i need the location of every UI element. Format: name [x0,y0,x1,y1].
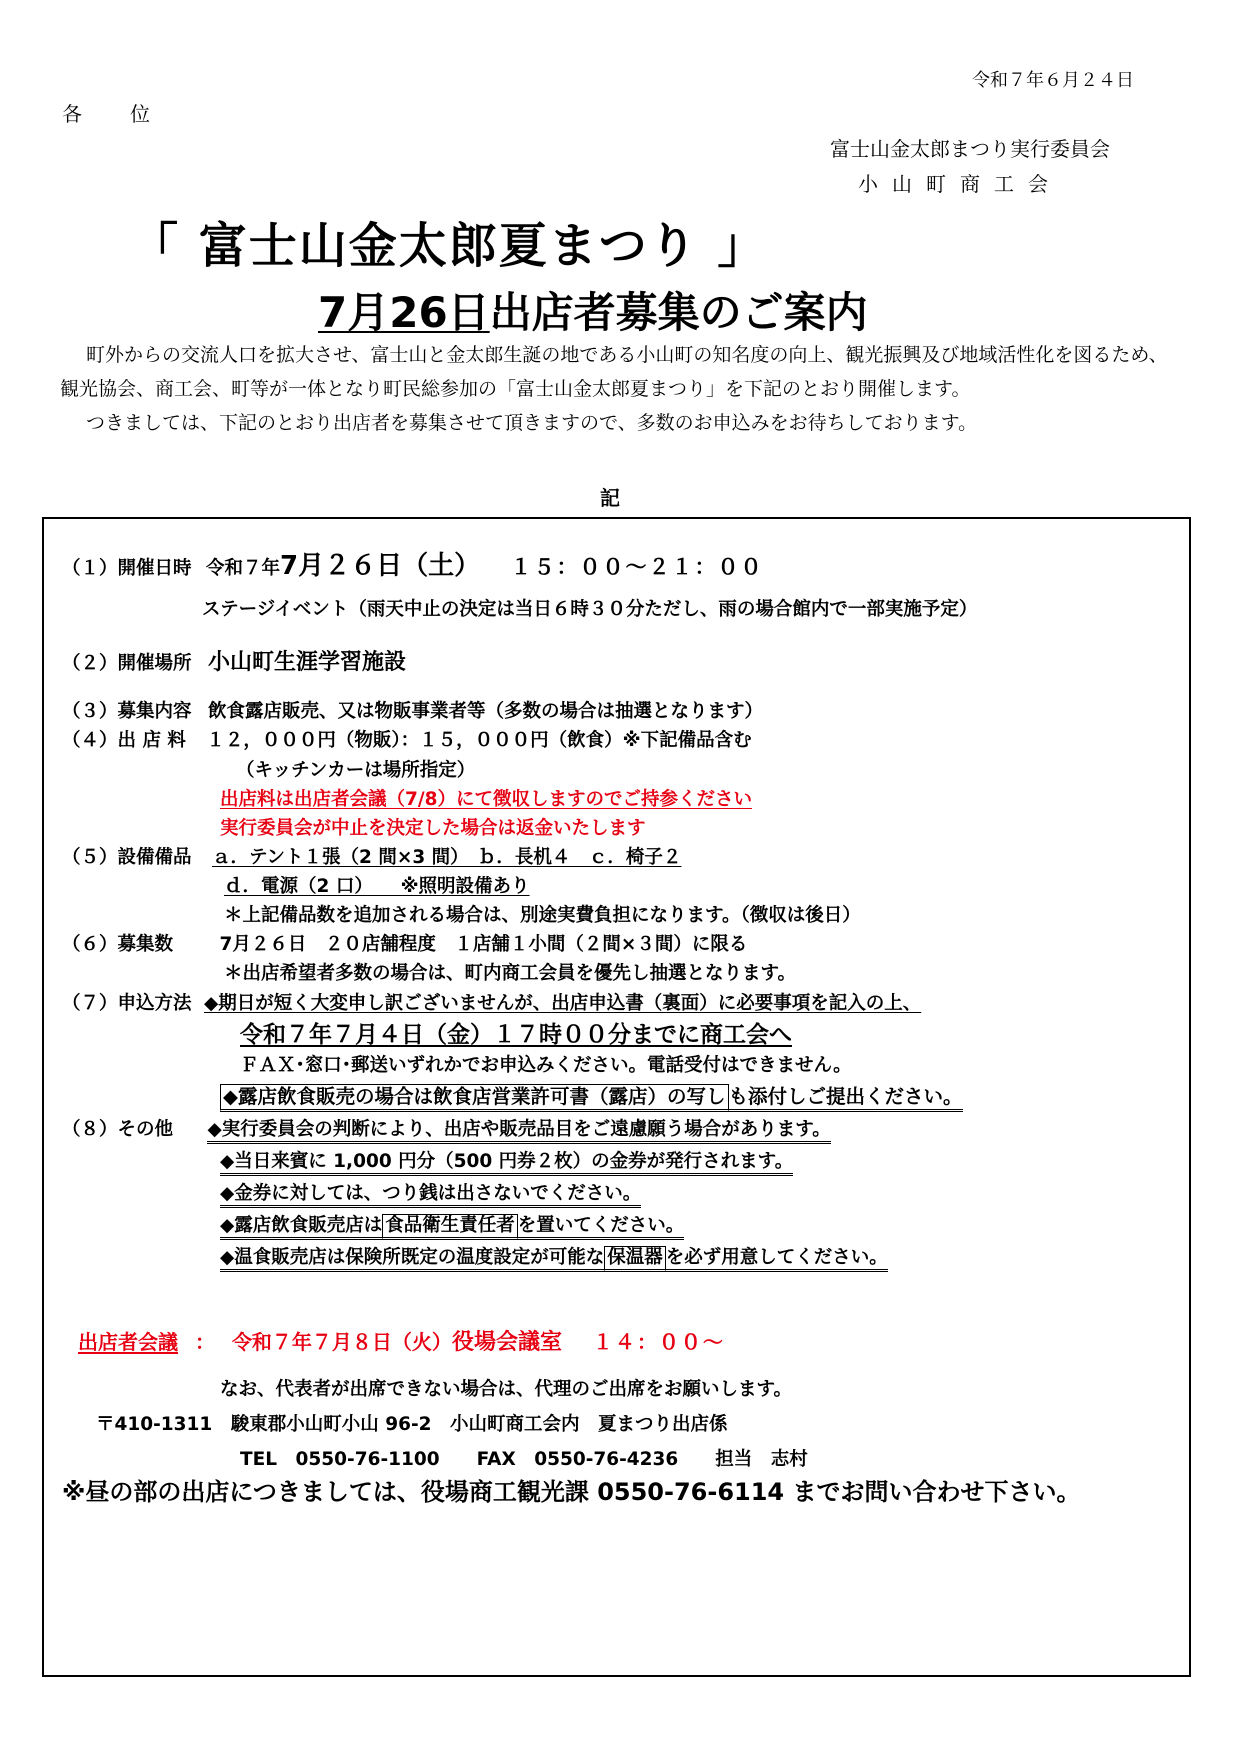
item-4-value: １２，０００円（物販）：１５，０００円（飲食）※下記備品含む [206,730,752,751]
item-1-row [62,545,764,582]
details-box [42,517,1191,1677]
issue-date: 令和７年６月２４日 [972,70,1134,91]
item-8-label: （８）その他 [62,1119,174,1140]
page-title: 「 富士山金太郎夏まつり 」 [130,218,768,274]
item-5-note: ＊上記備品数を追加される場合は、別途実費負担になります。（徴収は後日） [224,905,861,926]
intro-paragraph-2: つきましては、下記のとおり出店者を募集させて頂きますので、多数のお申込みをお待ちしております。 [86,412,978,434]
item-5-equipment-d: ｄ．電源（2 口） ※照明設備あり [224,876,530,897]
item-8-food-hygiene: 食品衛生責任者 [382,1214,518,1240]
item-3-value: 飲食露店販売、又は物販事業者等（多数の場合は抽選となります） [207,701,763,722]
item-6-row [62,930,747,956]
item-8-note-5a: ◆温食販売店は保険所既定の温度設定が可能な [220,1247,604,1272]
lunch-notice: ※昼の部の出店につきましては、役場商工観光課 0550-76-6114 までお問い合わせ下さい。 [62,1478,1081,1506]
subtitle-date: 7月26日 [318,288,490,337]
item-1-note: ステージイベント（雨天中止の決定は当日６時３０分ただし、雨の場合館内で一部実施予定） [202,599,978,620]
item-1-label: （１）開催日時 [62,558,192,579]
item-7-permit: ◆露店飲食販売の場合は飲食店営業許可書（露店）の写し [220,1084,729,1112]
item-3-label: （３）募集内容 [62,701,192,722]
item-7-pre: ◆期日が短く大変申し訳ございませんが、 [203,993,552,1014]
item-8-note-4c: を置いてください。 [518,1215,685,1240]
contact-phone-fax: TEL 0550-76-1100 FAX 0550-76-4236 担当 志村 [240,1449,808,1470]
item-8-note-3: ◆金券に対しては、つり銭は出さないでください。 [220,1183,641,1208]
item-4-red-note-2: 実行委員会が中止を決定した場合は返金いたします [220,818,646,839]
item-7-permit-row [220,1081,963,1109]
meeting-place: 役場会議室 [451,1330,562,1355]
meeting-separator: ： [194,1330,215,1354]
item-5-label: （５）設備備品 [62,847,192,868]
intro-text [60,338,1180,440]
item-7-row [62,989,921,1015]
item-5-row [62,843,681,869]
item-2-value: 小山町生涯学習施設 [207,650,406,675]
item-8-note-1: ◆実行委員会の判断により、出店や販売品目をご遠慮願う場合があります。 [207,1119,830,1144]
item-8-note-2: ◆当日来賓に 1,000 円分（500 円券２枚）の金券が発行されます。 [220,1151,793,1176]
item-4-note: （キッチンカーは場所指定） [236,760,476,781]
item-4-red-note-1: 出店料は出店者会議（7/8）にて徴収しますのでご持参ください [220,789,753,810]
item-4-row [62,726,752,752]
meeting-time: １４：００～ [592,1330,725,1354]
page-subtitle [318,280,868,340]
item-8-row [62,1115,831,1141]
item-3-row [62,697,763,723]
meeting-date: 令和７年７月８日（火） [231,1330,452,1354]
item-7-form: 出店申込書（裏面）に必要事項を記入の上、 [551,993,922,1014]
item-8-note-2-row [220,1147,793,1173]
item-1-date: 7月２６日（土） [279,551,481,581]
meeting-note: なお、代表者が出席できない場合は、代理のご出席をお願いします。 [220,1379,793,1400]
item-1-time: １５：００～２１：００ [510,555,764,579]
item-7-permit-rest: も添付しご提出ください。 [729,1085,963,1112]
item-8-note-4a: ◆露店飲食販売店は [220,1215,382,1240]
intro-paragraph-1: 町外からの交流人口を拡大させ、富士山と金太郎生誕の地である小山町の知名度の向上、観光振興及び地域活性化を図るため、観光協会、商工会、町等が一体となり町民総参加の「富士山金太郎夏まつり」を下記のとおり開催します。 [60,344,1168,400]
item-6-note: ＊出店希望者多数の場合は、町内商工会員を優先し抽選となります。 [224,963,797,984]
ki-heading: 記 [600,486,620,510]
item-2-label: （２）開催場所 [62,653,192,674]
item-6-label: （６）募集数 [62,934,174,955]
item-8-warmer: 保温器 [604,1246,666,1272]
item-6-value: 7月２６日 ２０店舗程度 １店舗１小間（２間×３間）に限る [219,934,748,955]
contact-address: 〒410-1311 駿東郡小山町小山 96-2 小山町商工会内 夏まつり出店係 [96,1414,728,1435]
item-5-equipment-a: ａ．テント１張（2 間×3 間） ｂ．長机４ ｃ．椅子２ [211,847,682,868]
item-4-label: （４）出 店 料 [62,730,186,751]
item-8-note-5-row [220,1243,888,1269]
item-8-note-5c: を必ず用意してください。 [666,1247,888,1272]
organizer-committee: 富士山金太郎まつり実行委員会 [830,137,1110,161]
item-7-deadline: 令和７年７月４日（金）１７時００分までに商工会へ [240,1022,792,1048]
item-8-note-4-row [220,1211,684,1237]
item-8-note-3-row [220,1179,641,1205]
organizer-chamber: 小山町商工会 [858,172,1062,196]
meeting-row [78,1325,725,1356]
item-7-method: ＦＡＸ･窓口･郵送いずれかでお申込みください。電話受付はできません。 [240,1055,852,1076]
item-2-row [62,645,406,676]
item-7-label: （７）申込方法 [62,993,192,1014]
item-1-pre: 令和７年 [205,558,280,579]
recipient: 各位 [62,102,198,126]
subtitle-rest: 出店者募集のご案内 [489,288,868,337]
meeting-label: 出店者会議 [78,1330,178,1354]
